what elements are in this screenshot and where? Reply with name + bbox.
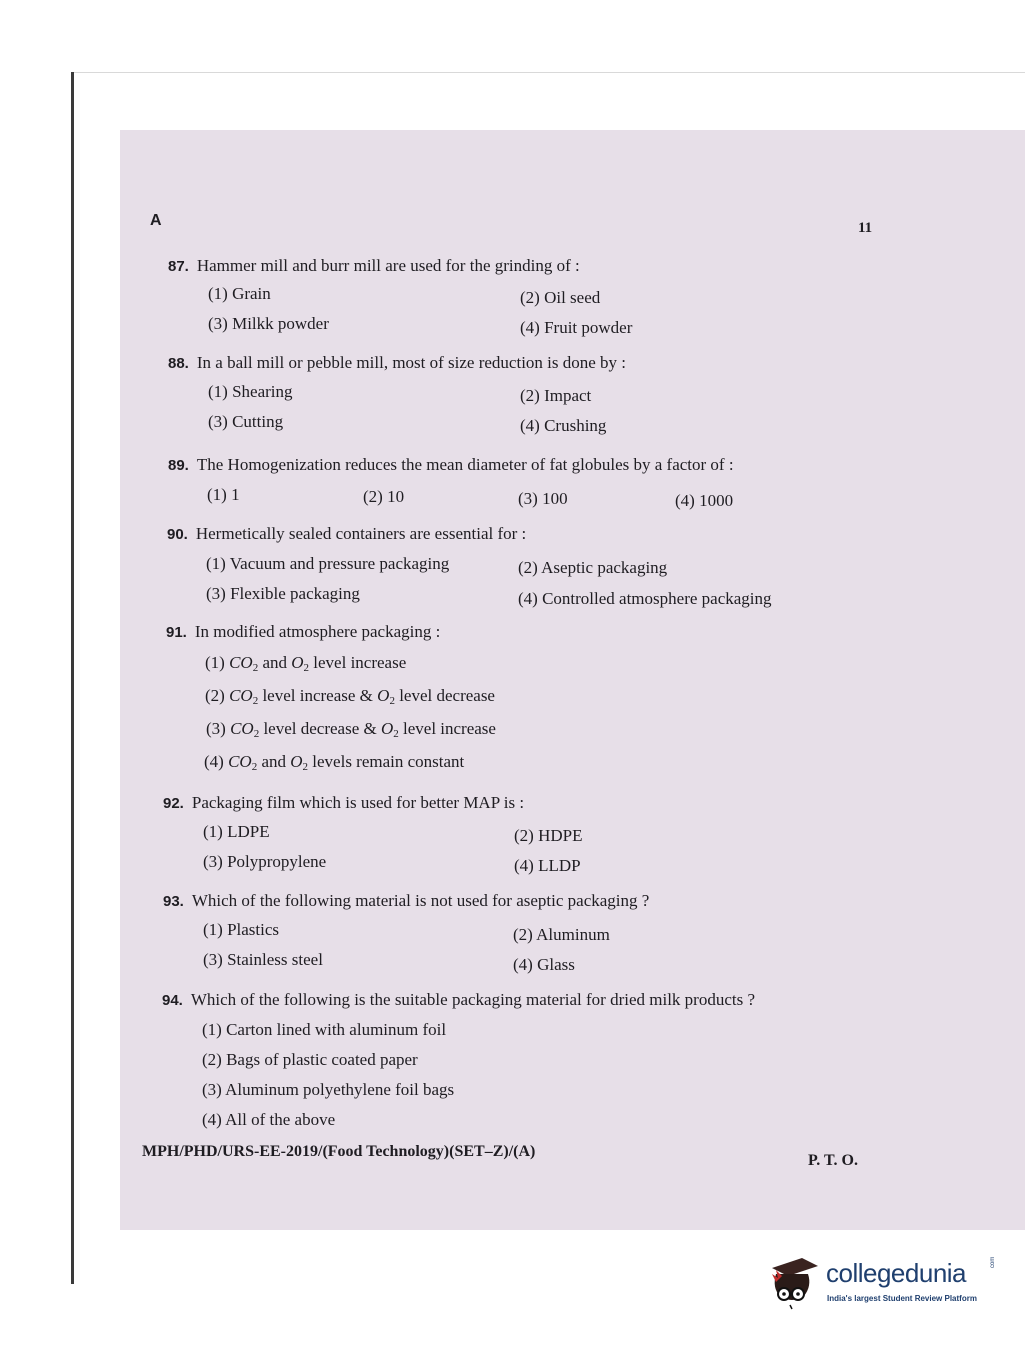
option: (4) Fruit powder [520,318,633,337]
question-90 [167,524,526,545]
collegedunia-watermark [768,1252,998,1312]
option: (2) Impact [520,386,592,405]
question-number: 88. [168,355,189,372]
option: (1) Grain [208,284,271,303]
option: (2) $CO_2$ level increase & $O_2$ level decrease [205,686,495,707]
paper-code: MPH/PHD/URS-EE-2019/(Food Technology)(SET–Z)/(A) [142,1143,536,1160]
question-89 [168,455,734,476]
question-94 [162,990,755,1011]
question-92 [163,793,524,814]
pto-label: P. T. O. [808,1152,858,1169]
option: (1) $CO_2$ and $O_2$ level increase [205,653,407,674]
option: (2) Aseptic packaging [518,558,668,577]
option: (1) Plastics [203,920,280,939]
question-text: Packaging film which is used for better MAP is : [191,793,525,812]
question-93 [163,891,649,912]
option: (1) Carton lined with aluminum foil [202,1020,447,1039]
option: (4) $CO_2$ and $O_2$ levels remain constant [204,752,465,773]
question-text: The Homogenization reduces the mean diameter of fat globules by a factor of : [196,455,734,474]
option: (3) Flexible packaging [206,584,360,603]
option: (4) Glass [513,955,575,974]
question-number: 94. [162,992,183,1009]
question-text: In a ball mill or pebble mill, most of size reduction is done by : [196,353,627,372]
option: (2) Oil seed [520,288,601,307]
set-letter: A [150,212,162,229]
mascot-icon [768,1252,824,1310]
option: (4) Controlled atmosphere packaging [518,589,772,608]
option: (1) Shearing [208,382,293,401]
question-87 [168,256,580,277]
option: (2) Aluminum [513,925,610,944]
option: (3) Stainless steel [203,950,323,969]
option: (3) $CO_2$ level decrease & $O_2$ level increase [206,719,496,740]
option: (2) Bags of plastic coated paper [202,1050,418,1069]
page-number: 11 [858,220,873,236]
option: (3) Polypropylene [203,852,327,871]
question-text: Hammer mill and burr mill are used for the grinding of : [196,256,580,275]
question-text: Which of the following is the suitable packaging material for dried milk products ? [190,990,756,1009]
question-number: 92. [163,795,184,812]
question-88 [168,353,626,374]
question-number: 87. [168,258,189,275]
option: (4) Crushing [520,416,607,435]
brand-tagline: India's largest Student Review Platform [827,1294,977,1303]
question-text: Which of the following material is not used for aseptic packaging ? [191,891,650,910]
option: (3) Cutting [208,412,284,431]
option: (3) 100 [518,489,568,508]
question-number: 90. [167,526,188,543]
brand-name: collegedunia [826,1258,967,1288]
question-text: Hermetically sealed containers are essential for : [195,524,527,543]
question-number: 93. [163,893,184,910]
option: (1) Vacuum and pressure packaging [206,554,450,573]
option: (1) 1 [207,485,240,504]
option: (4) 1000 [675,491,734,510]
option: (2) HDPE [514,826,583,845]
question-text: In modified atmosphere packaging : [194,622,441,641]
brand-domain: com [990,1256,996,1268]
question-number: 91. [166,624,187,641]
option: (4) All of the above [202,1110,336,1129]
option: (3) Milkk powder [208,314,329,333]
option: (3) Aluminum polyethylene foil bags [202,1080,455,1099]
question-number: 89. [168,457,189,474]
question-91 [166,622,440,643]
option: (1) LDPE [203,822,270,841]
scan-edge-left [71,72,74,1284]
option: (2) 10 [363,487,405,506]
scan-edge-top [72,72,1025,73]
option: (4) LLDP [514,856,581,875]
